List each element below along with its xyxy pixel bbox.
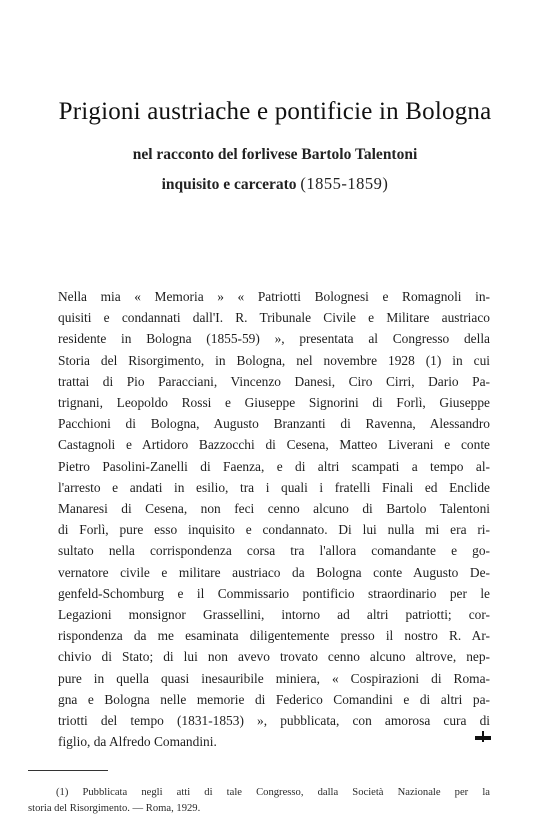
body-line: rispondenza da me esaminata diligentemente presso il nostro R. Ar- <box>58 628 490 644</box>
end-mark-icon <box>475 736 491 740</box>
body-line: chivio di Stato; di lui non avevo trovato cenno alcuno altrove, nep- <box>58 649 490 665</box>
body-line: genfeld-Schomburg e il Commissario pontificio straordinario per le <box>58 585 490 601</box>
body-line: Castagnoli e Artidoro Bazzocchi di Cesena, Matteo Liverani e conte <box>58 437 490 453</box>
body-line: trattai di Pio Paracciani, Vincenzo Danesi, Ciro Cirri, Dario Pa- <box>58 373 490 389</box>
body-line: residente in Bologna (1855-59) », presentata al Congresso della <box>58 331 490 347</box>
body-line: gna e Bologna nelle memorie di Federico Comandini e di altri pa- <box>58 691 490 707</box>
body-line: trignani, Leopoldo Rossi e Giuseppe Signorini di Forlì, Giuseppe <box>58 395 490 411</box>
body-line: vernatore civile e militare austriaco da Bologna conte Augusto De- <box>58 564 490 580</box>
body-line: Pacchioni di Bologna, Augusto Branzanti di Ravenna, Alessandro <box>58 416 490 432</box>
body-line: l'arresto e andati in esilio, tra i quali i fratelli Finali ed Enclide <box>58 479 490 495</box>
body-line: Legazioni monsignor Grassellini, intorno ad altri patriotti; cor- <box>58 607 490 623</box>
footnote <box>28 785 490 817</box>
body-line: Pietro Pasolini-Zanelli di Faenza, e di altri scampati a tempo al- <box>58 458 490 474</box>
body-line: figlio, da Alfredo Comandini. <box>58 734 217 750</box>
body-line: di Forlì, pure esso inquisito e condannato. Di lui nulla mi era ri- <box>58 522 490 538</box>
body-line: Storia del Risorgimento, in Bologna, nel novembre 1928 (1) in cui <box>58 352 490 368</box>
footnote-line: (1) Pubblicata negli atti di tale Congresso, dalla Società Nazionale per la <box>56 787 490 798</box>
body-line: Nella mia « Memoria » « Patriotti Bolognesi e Romagnoli in- <box>58 289 490 304</box>
subtitle-years: (1855-1859) <box>300 174 389 193</box>
body-line: sultato nella corrispondenza corsa tra l'allora comandante e go- <box>58 543 490 559</box>
body-line: pure in quella quasi inesauribile miniera, « Cospirazioni di Roma- <box>58 670 490 686</box>
subtitle-line-2 <box>0 174 550 194</box>
subtitle-text: inquisito e carcerato <box>161 176 297 193</box>
body-line: quisiti e condannati dall'I. R. Tribunale Civile e Militare austriaco <box>58 310 490 326</box>
body-line: Manaresi di Cesena, non feci cenno alcuno di Bartolo Talentoni <box>58 501 490 517</box>
body-paragraph <box>58 286 490 752</box>
subtitle-line-1: nel racconto del forlivese Bartolo Talentoni <box>132 146 418 163</box>
body-line: triotti del tempo (1831-1853) », pubblicata, con amorosa cura di <box>58 713 490 729</box>
footnote-line: storia del Risorgimento. — Roma, 1929. <box>28 803 201 814</box>
page-title: Prigioni austriache e pontificie in Bologna <box>58 98 492 125</box>
footnote-divider <box>28 770 108 771</box>
